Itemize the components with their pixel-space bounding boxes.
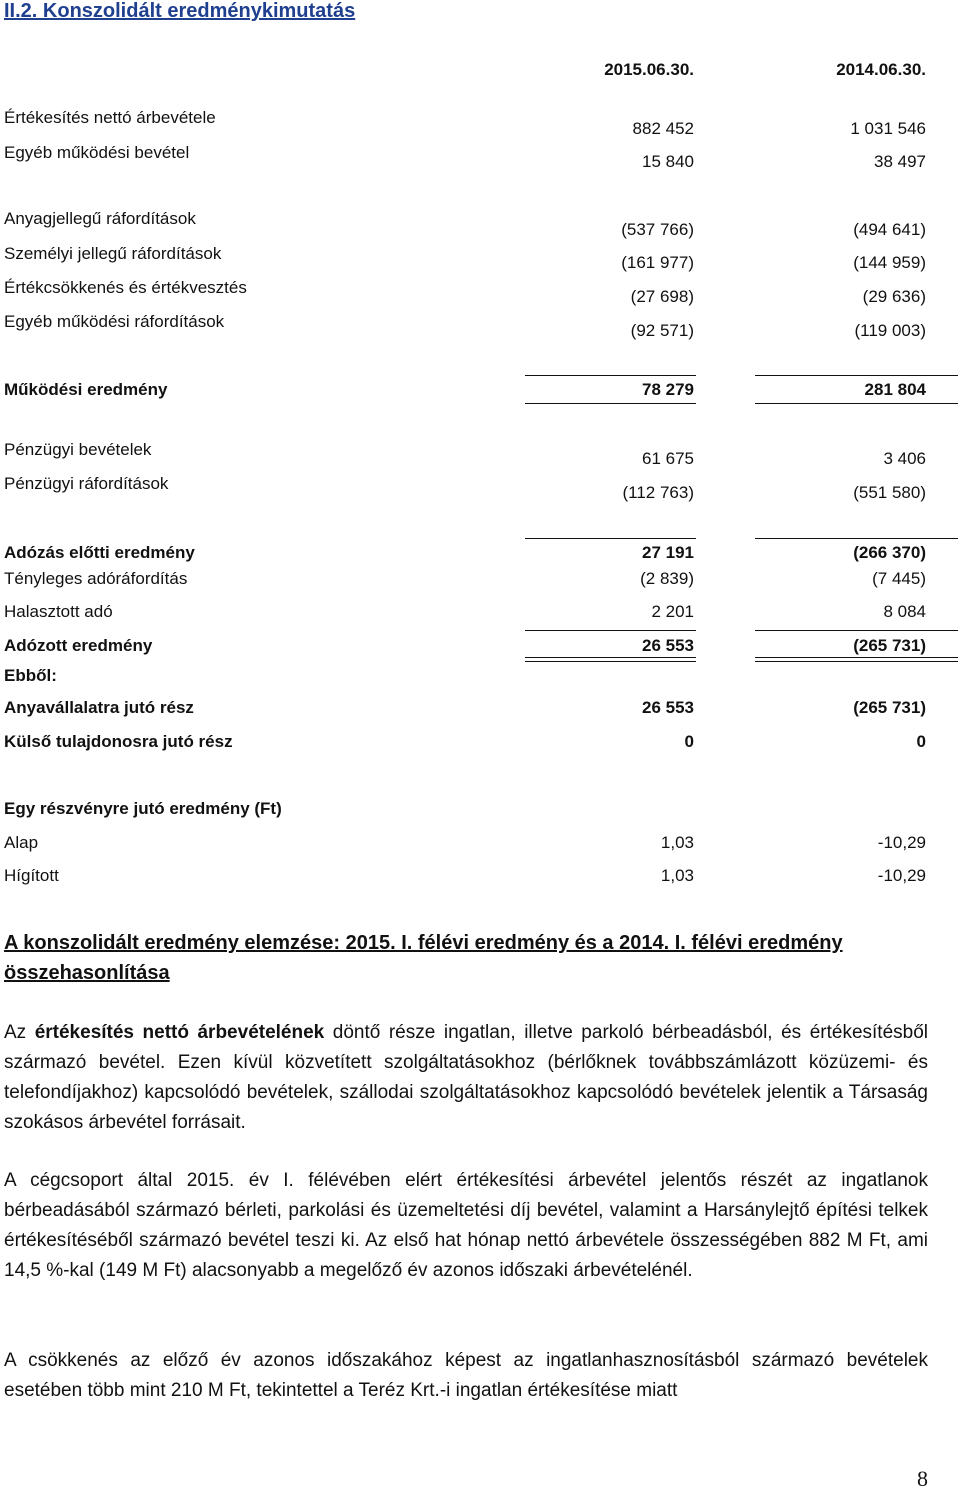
double-underline-prior (755, 657, 958, 662)
row-prior-fin-expenses: (551 580) (853, 483, 926, 502)
analysis-heading: A konszolidált eredmény elemzése: 2015. I. félévi eredmény és a 2014. I. félévi eredmény összehasonlítása (4, 932, 843, 984)
page-number: 8 (917, 1466, 928, 1491)
row-current-parent-share: 26 553 (642, 698, 694, 717)
row-prior-net-result: (265 731) (853, 636, 926, 655)
row-label-revenue: Értékesítés nettó árbevétele (4, 108, 216, 127)
row-current-depreciation: (27 698) (630, 287, 694, 306)
row-label-other-expenses: Egyéb működési ráfordítások (4, 312, 225, 331)
row-label-minority-share: Külső tulajdonosra jutó rész (4, 732, 233, 751)
row-prior-actual-tax: (7 445) (872, 569, 926, 588)
row-current-other-income: 15 840 (642, 152, 694, 171)
row-current-fin-expenses: (112 763) (622, 483, 694, 502)
row-prior-materials: (494 641) (853, 220, 926, 239)
row-current-fin-income: 61 675 (642, 449, 694, 468)
row-prior-depreciation: (29 636) (862, 287, 926, 306)
row-label-actual-tax: Tényleges adóráfordítás (4, 569, 188, 588)
row-prior-eps-diluted: -10,29 (877, 866, 926, 885)
subtotal-line-prior-3 (755, 630, 958, 631)
row-label-operating-result: Működési eredmény (4, 380, 168, 399)
row-current-deferred-tax: 2 201 (651, 602, 694, 621)
subtotal-line-current (525, 375, 696, 376)
total-line-current (525, 403, 696, 404)
paragraph-1-rest: döntő része ingatlan, illetve parkoló bérbeadásból, és értékesítésből származó bevétel. Ezen kívül közvetített szolgáltatásokhoz (bérlőknek továbbszámlázott közüzemi- és telefondíjakhoz) kapcsolódó bevételek, szállodai szolgáltatásokhoz kapcsolódó bevételek jelentik a Társaság szokásos árbevétel forrásait. (4, 1022, 928, 1133)
total-line-prior (755, 403, 958, 404)
row-current-eps-basic: 1,03 (660, 833, 694, 852)
analysis-paragraph-1 (4, 1018, 928, 1138)
row-label-parent-share: Anyavállalatra jutó rész (4, 698, 194, 717)
row-prior-personnel: (144 959) (853, 253, 926, 272)
subtotal-line-prior (755, 375, 958, 376)
row-label-depreciation: Értékcsökkenés és értékvesztés (4, 278, 247, 297)
double-underline-current (525, 657, 696, 662)
row-current-net-result: 26 553 (642, 636, 694, 655)
paragraph-1-intro: Az (4, 1022, 35, 1043)
section-title: II.2. Konszolidált eredménykimutatás (4, 0, 356, 22)
row-current-operating-result: 78 279 (642, 380, 694, 399)
row-prior-eps-basic: -10,29 (877, 833, 926, 852)
row-label-of-which: Ebből: (4, 666, 57, 685)
column-header-prior: 2014.06.30. (836, 60, 926, 79)
row-label-deferred-tax: Halasztott adó (4, 602, 113, 621)
row-prior-minority-share: 0 (916, 732, 926, 751)
row-current-revenue: 882 452 (632, 119, 694, 138)
row-current-other-expenses: (92 571) (630, 321, 694, 340)
row-current-pretax: 27 191 (642, 543, 694, 562)
row-label-personnel: Személyi jellegű ráfordítások (4, 244, 222, 263)
row-label-fin-income: Pénzügyi bevételek (4, 440, 152, 459)
row-prior-other-expenses: (119 003) (854, 321, 926, 340)
row-label-materials: Anyagjellegű ráfordítások (4, 209, 196, 228)
row-prior-deferred-tax: 8 084 (883, 602, 926, 621)
subtotal-line-current-2 (525, 538, 696, 539)
row-current-actual-tax: (2 839) (640, 569, 694, 588)
row-label-eps-basic: Alap (4, 833, 39, 852)
row-label-eps-diluted: Hígított (4, 866, 59, 885)
subtotal-line-prior-2 (755, 538, 958, 539)
row-prior-other-income: 38 497 (874, 152, 926, 171)
row-label-eps-header: Egy részvényre jutó eredmény (Ft) (4, 799, 282, 818)
analysis-paragraph-3: A csökkenés az előző év azonos időszakához képest az ingatlanhasznosításból származó bevételek esetében több mint 210 M Ft, tekintettel a Teréz Krt.-i ingatlan értékesítése miatt (4, 1350, 928, 1401)
row-label-pretax: Adózás előtti eredmény (4, 543, 195, 562)
row-prior-parent-share: (265 731) (853, 698, 926, 717)
row-current-materials: (537 766) (621, 220, 694, 239)
row-label-fin-expenses: Pénzügyi ráfordítások (4, 474, 169, 493)
analysis-paragraph-2: A cégcsoport által 2015. év I. félévében elért értékesítési árbevétel jelentős részét az ingatlanok bérbeadásából származó bérleti, parkolási és üzemeltetési díj bevétel, valamint a Harsánylejtő építési telkek értékesítéséből származó bevétel teszi ki. Az első hat hónap nettó árbevétele összességében 882 M Ft, ami 14,5 %-kal (149 M Ft) alacsonyabb a megelőző év azonos időszaki árbevételénél. (4, 1170, 928, 1281)
row-current-eps-diluted: 1,03 (660, 866, 694, 885)
column-header-current: 2015.06.30. (604, 60, 694, 79)
row-current-personnel: (161 977) (621, 253, 694, 272)
row-current-minority-share: 0 (684, 732, 694, 751)
row-prior-fin-income: 3 406 (883, 449, 926, 468)
row-prior-pretax: (266 370) (853, 543, 926, 562)
row-prior-revenue: 1 031 546 (850, 119, 926, 138)
subtotal-line-current-3 (525, 630, 696, 631)
row-prior-operating-result: 281 804 (864, 380, 926, 399)
paragraph-1-bold: értékesítés nettó árbevételének (34, 1022, 325, 1043)
row-label-net-result: Adózott eredmény (4, 636, 153, 655)
row-label-other-income: Egyéb működési bevétel (4, 143, 190, 162)
